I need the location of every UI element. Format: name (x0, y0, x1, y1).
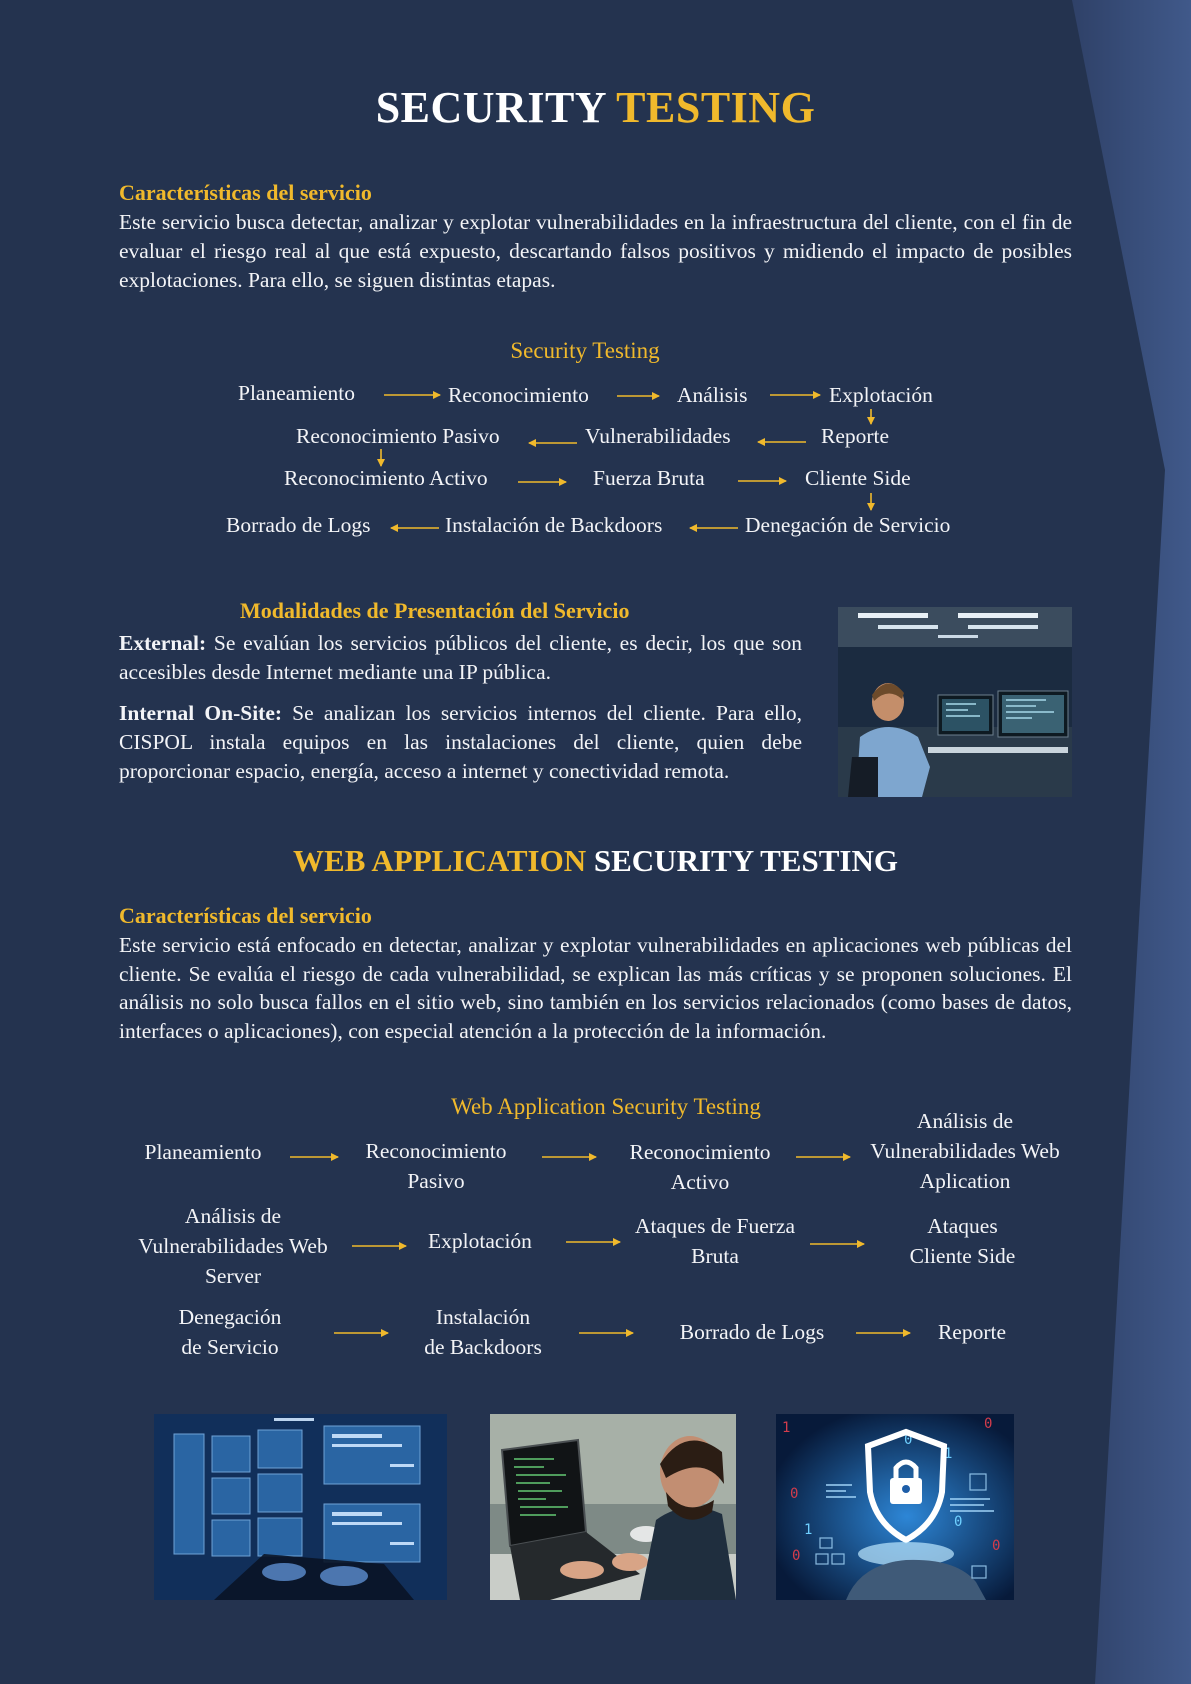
flow2-node-fuerza-bruta (620, 1211, 810, 1271)
flow2-node-backdoors (400, 1302, 566, 1362)
flow2-node-explotacion (410, 1226, 550, 1256)
section1-heading: Características del servicio (119, 180, 372, 205)
flow2-node-cliente-side (880, 1211, 1045, 1271)
node-line: Activo (670, 1170, 730, 1194)
node-line: Análisis de (916, 1109, 1014, 1133)
flow1-node-analisis: Análisis (677, 383, 748, 407)
developer-laptop-photo (490, 1414, 736, 1600)
node-line: Ataques (927, 1214, 998, 1238)
section2-paragraph: Este servicio está enfocado en detectar, analizar y explotar vulnerabilidades en aplicaciones web públicas del cliente. Se evalúa el riesgo de cada vulnerabilidad, se explican las más críticas y se proponen soluciones. El análisis no solo busca fallos en el sitio web, sino también en los servicios relacionados (como bases de datos, interfaces o aplicaciones), con especial atención a la protección de la información. (119, 933, 1072, 1043)
cybersecurity-lock-photo (776, 1414, 1014, 1600)
flow2-node-denegacion (150, 1302, 310, 1362)
flow1-node-denegacion: Denegación de Servicio (745, 513, 951, 537)
node-line: Vulnerabilidades Web (870, 1139, 1060, 1163)
node-line: Pasivo (407, 1169, 465, 1193)
node-line: Planeamiento (144, 1140, 262, 1164)
task-board-photo (154, 1414, 447, 1600)
section1-paragraph: Este servicio busca detectar, analizar y explotar vulnerabilidades en la infraestructura del cliente, con el fin de evaluar el riesgo real al que está expuesto, descartando falsos positivos y midiendo el impacto de posibles explotaciones. Para ello, se siguen distintas etapas. (119, 210, 1072, 292)
web-title-part-1: WEB APPLICATION (293, 843, 587, 878)
svg-text:0: 0 (790, 1486, 799, 1502)
modalidades-external (119, 629, 802, 687)
node-line: Denegación (178, 1305, 282, 1329)
flow1-node-fuerza-bruta: Fuerza Bruta (593, 466, 705, 490)
node-line: Reconocimiento (629, 1140, 771, 1164)
page-title (0, 82, 1191, 133)
svg-text:0: 0 (792, 1548, 801, 1564)
internal-label: Internal On-Site: (119, 701, 283, 725)
flow2-node-analisis-web-aplication (850, 1106, 1080, 1196)
section2-heading: Características del servicio (119, 903, 372, 928)
title-part-2: TESTING (616, 83, 816, 132)
svg-text:0: 0 (954, 1514, 963, 1530)
flow2-node-borrado-logs (662, 1317, 842, 1347)
node-line: Análisis de (184, 1204, 282, 1228)
flow2-node-analisis-web-server (118, 1201, 348, 1291)
svg-text:0: 0 (984, 1416, 993, 1432)
flow2-title: Web Application Security Testing (451, 1094, 761, 1119)
web-section-title (0, 843, 1191, 879)
title-part-1: SECURITY (375, 83, 606, 132)
flow1-node-planeamiento: Planeamiento (238, 381, 356, 405)
svg-text:1: 1 (944, 1446, 953, 1462)
node-line: Cliente Side (909, 1244, 1016, 1268)
flow1-title: Security Testing (510, 338, 660, 363)
node-line: Reconocimiento (365, 1139, 507, 1163)
svg-text:0: 0 (992, 1538, 1001, 1554)
node-line: Aplication (919, 1169, 1011, 1193)
external-label: External: (119, 631, 207, 655)
internal-text: Se analizan los servicios internos del cliente. Para ello, CISPOL instala equipos en las instalaciones del cliente, quien debe proporcionar espacio, energía, acceso a internet y conectividad remota. (119, 701, 802, 783)
svg-text:1: 1 (804, 1522, 813, 1538)
node-line: de Servicio (181, 1335, 279, 1359)
svg-text:1: 1 (782, 1420, 791, 1436)
node-line: de Backdoors (424, 1335, 542, 1359)
flow2-node-reconocimiento-pasivo (346, 1136, 526, 1196)
flow1-node-reporte: Reporte (821, 424, 890, 448)
flow1-node-reconocimiento-activo: Reconocimiento Activo (284, 466, 488, 490)
external-text: Se evalúan los servicios públicos del cliente, es decir, los que son accesibles desde Internet mediante una IP pública. (119, 631, 802, 684)
flow2-node-reporte (922, 1317, 1022, 1347)
node-line: Reporte (937, 1320, 1007, 1344)
flow1-node-explotacion: Explotación (829, 383, 933, 407)
office-monitoring-photo (838, 607, 1072, 797)
node-line: Explotación (428, 1229, 532, 1253)
modalidades-internal (119, 699, 802, 786)
flow2-node-planeamiento (128, 1137, 278, 1167)
flow1-node-borrado-logs: Borrado de Logs (226, 513, 371, 537)
modalidades-heading: Modalidades de Presentación del Servicio (240, 598, 630, 623)
node-line: Borrado de Logs (679, 1320, 825, 1344)
flow1-node-backdoors: Instalación de Backdoors (445, 513, 663, 537)
node-line: Server (204, 1264, 262, 1288)
node-line: Vulnerabilidades Web (138, 1234, 328, 1258)
node-line: Bruta (691, 1244, 739, 1268)
flow1-node-reconocimiento: Reconocimiento (448, 383, 589, 407)
node-line: Ataques de Fuerza (635, 1214, 795, 1238)
flow1-node-cliente-side: Cliente Side (805, 466, 911, 490)
web-title-part-2: SECURITY TESTING (593, 843, 898, 878)
flow1-node-reconocimiento-pasivo: Reconocimiento Pasivo (296, 424, 500, 448)
node-line: Instalación (435, 1305, 531, 1329)
flow1-node-vulnerabilidades: Vulnerabilidades (585, 424, 731, 448)
flow2-node-reconocimiento-activo (610, 1137, 790, 1197)
svg-text:0: 0 (904, 1432, 913, 1448)
